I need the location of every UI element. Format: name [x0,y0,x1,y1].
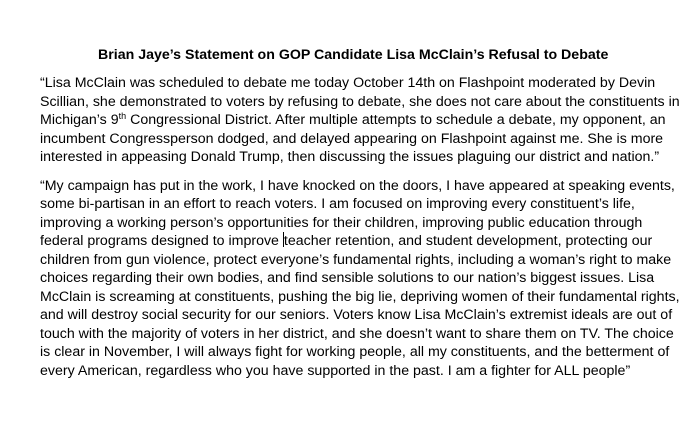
paragraph-1 [40,74,680,167]
paragraph-2-line-9: touch with the majority of voters in her district, and she doesn’t want to share them on TV. The choice [40,325,674,342]
ordinal-superscript: th [118,111,127,121]
paragraph-1-line-3-end: Congressional District. After multiple attempts to schedule a debate, my opponent, an [126,112,666,128]
paragraph-1-line-1: “Lisa McClain was scheduled to debate me today October 14th on Flashpoint moderated by Devin [40,75,656,91]
paragraph-2-line-8: and will destroy social security for our seniors. Voters know Lisa McClain’s extremist ideals are out of [40,307,673,323]
document-title: Brian Jaye’s Statement on GOP Candidate Lisa McClain’s Refusal to Debate [98,47,609,63]
paragraph-spacing [40,167,680,177]
paragraph-2-line-3: improving a working person’s opportunities for their children, improving public education through [40,214,643,231]
paragraph-2-line-4 [40,232,680,251]
paragraph-2[interactable] [40,177,680,381]
paragraph-2-line-7: McClain is screaming at constituents, pushing the big lie, depriving women of their fundamental rights, [40,288,680,305]
paragraph-2-line-4-start: federal programs designed to improve [40,233,283,249]
paragraph-1-line-3-start: Michigan’s 9 [40,112,119,128]
paragraph-2-line-2: some bi-partisan in an effort to reach voters. I am focused on improving every constituent’s life, [40,196,635,212]
paragraph-2-line-1: “My campaign has put in the work, I have knocked on the doors, I have appeared at speaking events, [40,177,675,194]
paragraph-2-line-6: choices regarding their own bodies, and find sensible solutions to our nation’s biggest issues. Lisa [40,270,655,286]
document-page [40,46,680,380]
paragraph-2-line-4-end: teacher retention, and student development, protecting our [283,233,653,249]
paragraph-2-line-5: children from gun violence, protect everyone’s fundamental rights, including a woman’s right to make [40,251,672,268]
paragraph-1-line-4: incumbent Congressperson dodged, and delayed appearing on Flashpoint against me. She is more [40,130,664,147]
paragraph-2-line-11: every American, regardless who you have supported in the past. I am a fighter for ALL people” [40,362,631,379]
paragraph-1-line-5: interested in appeasing Donald Trump, then discussing the issues plaguing our district and nation.” [40,149,660,165]
paragraph-1-line-2: Scillian, she demonstrated to voters by refusing to debate, she does not care about the constituents in [40,93,680,110]
paragraph-1-line-3 [40,111,680,130]
paragraph-2-line-10: is clear in November, I will always fight for working people, all my constituents, and the betterment of [40,344,670,360]
